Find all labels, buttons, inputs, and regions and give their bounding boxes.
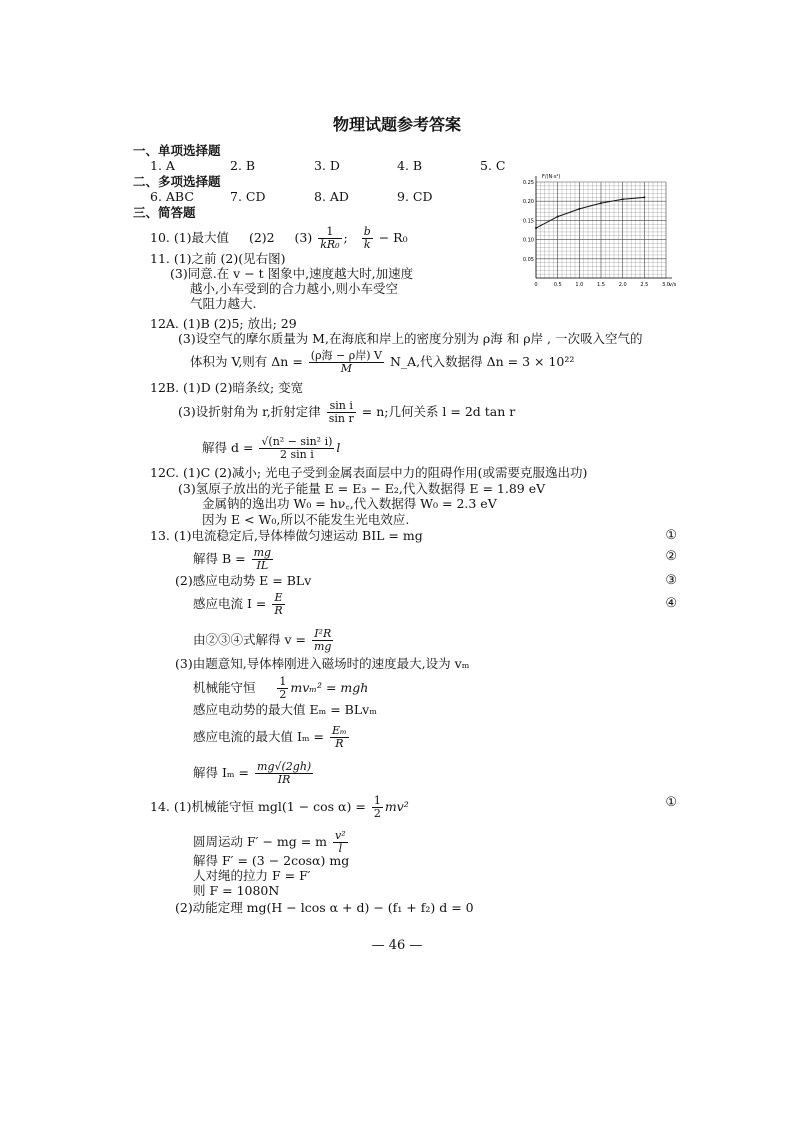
chart-y-tick-label: 0.05 (522, 256, 534, 263)
chart-data-point (535, 227, 537, 229)
q12b-text-3: 解得 d = (202, 440, 254, 455)
q14-text-2: 圆周运动 F′ − mg = m (193, 834, 328, 849)
chart-x-axis-label: v/s (669, 282, 677, 288)
q12b-line-2 (178, 400, 515, 425)
q12c-line-3: 金属钠的逸出功 W₀ = hν꜀,代入数据得 W₀ = 2.3 eV (202, 496, 497, 511)
q10-fraction-1: $\frac{1}{\text{kR₀}}$ (320, 225, 340, 251)
chart-x-tick-label: 0.5 (553, 282, 562, 288)
q13-fraction-4: $\frac{1}{2}$ (279, 675, 287, 701)
q13-fraction-6: $\frac{mg√(2gh)}{IR}$ (257, 760, 312, 786)
q13-line-6: (3)由题意知,导体棒刚进入磁场时的速度最大,设为 vₘ (175, 656, 470, 671)
chart-x-tick-label: 2.0 (618, 282, 627, 288)
q14-line-3: 解得 F′ = (3 − 2cosα) mg (193, 853, 350, 868)
page-number: — 46 — (371, 938, 423, 953)
q13-line-1: 13. (1)电流稳定后,导体棒做匀速运动 BIL = mg (150, 528, 423, 543)
q13-line-5 (193, 628, 335, 653)
q14-line-5: 则 F = 1080N (193, 883, 280, 898)
q12a-text-2: N_A,代入数据得 Δn = 3 × 10²² (389, 354, 575, 369)
q13-line-8: 感应电动势的最大值 Eₘ = BLvₘ (193, 702, 377, 717)
chart-tick-labels (523, 180, 670, 288)
q14-mark-1: ① (665, 795, 677, 810)
q13-fraction-3: $\frac{\text{I²R}}{mg}$ (313, 627, 332, 653)
q10-sep: ; (343, 230, 348, 245)
q13-fraction-5: $\frac{\text{Eₘ}}{R}$ (332, 724, 347, 750)
q13-text-7b: mvₘ² = mgh (290, 680, 369, 695)
q12b-line-1: 12B. (1)D (2)暗条纹; 变宽 (150, 380, 304, 395)
q13-text-9: 感应电流的最大值 Iₘ = (193, 729, 325, 744)
q12b-line-3 (202, 436, 340, 461)
velocity-force-chart (520, 170, 682, 300)
q14-text-1b: mv² (384, 799, 409, 814)
chart-y-tick-label: 0.10 (522, 237, 534, 244)
q12c-line-2: (3)氢原子放出的光子能量 E = E₃ − E₂,代入数据得 E = 1.89 eV (178, 481, 546, 496)
chart-data-point (557, 216, 559, 218)
q12b-fraction-1: $\frac{\text{sin i}}{\text{sin r}}$ (328, 399, 354, 425)
q12b-text-1: (3)设折射角为 r,折射定律 (178, 404, 321, 419)
q13-mark-3: ③ (665, 573, 677, 588)
page-title: 物理试题参考答案 (332, 115, 461, 134)
q11-line-4: 气阻力越大. (190, 296, 257, 311)
section-3-heading: 三、简答题 (133, 205, 196, 220)
answer-2: 2. B (230, 158, 256, 173)
q13-line-7 (193, 676, 368, 701)
q11-line-3: 越小,小车受到的合力越小,则小车受空 (190, 281, 398, 296)
q10-part1: 10. (1)最大值 (150, 230, 230, 245)
chart-x-tick-label: 2.5 (640, 282, 649, 288)
q12b-fraction-2: $\frac{\text{√(n² − sin² i)}}{\text{2 sin i}}$ (261, 435, 333, 461)
section-2-heading: 二、多项选择题 (133, 174, 221, 189)
q13-fraction-1: $\frac{mg}{IL}$ (253, 546, 272, 572)
q12c-line-1: 12C. (1)C (2)减小; 光电子受到金属表面层中力的阻碍作用(或需要克服逸出功) (150, 465, 588, 480)
answer-8: 8. AD (314, 189, 349, 204)
q12a-line-2: (3)设空气的摩尔质量为 M,在海底和岸上的密度分别为 ρ海 和 ρ岸 , 一次吸入空气的 (178, 331, 643, 346)
q13-line-9 (193, 725, 351, 750)
answer-7: 7. CD (230, 189, 266, 204)
q13-text-2: 解得 B = (193, 551, 246, 566)
q14-line-4: 人对绳的拉力 F = F′ (193, 868, 311, 883)
q11-line-1: 11. (1)之前 (2)(见右图) (150, 251, 286, 266)
q13-text-7: 机械能守恒 (193, 680, 256, 695)
q12b-text-4: l (336, 440, 341, 455)
answer-1: 1. A (150, 158, 175, 173)
q14-line-2 (193, 830, 350, 855)
chart-y-tick-label: 0.15 (522, 218, 534, 225)
chart-data-point (600, 202, 602, 204)
chart-x-tick-label: 1.5 (597, 282, 605, 288)
answer-9: 9. CD (397, 189, 433, 204)
answer-6: 6. ABC (150, 189, 194, 204)
q13-line-4 (193, 592, 287, 617)
q13-line-10 (193, 761, 315, 786)
q13-line-2 (193, 547, 275, 572)
q14-fraction-2: $\frac{\text{v²}}{l}$ (335, 829, 346, 855)
q10-part3: (3) (294, 230, 313, 245)
chart-y-tick-label: 0.25 (522, 180, 534, 186)
q12b-text-2: = n;几何关系 l = 2d tan r (361, 404, 516, 419)
q13-text-10: 解得 Iₘ = (193, 765, 250, 780)
chart-x-tick-label: 1.0 (575, 282, 584, 288)
chart-y-axis-label: F/(N·s²) (542, 174, 561, 180)
q12a-text-1: 体积为 V,则有 Δn = (190, 354, 303, 369)
q13-text-4: 感应电流 I = (193, 596, 267, 611)
q12c-line-4: 因为 E < W₀,所以不能发生光电效应. (202, 512, 410, 527)
q13-mark-2: ② (665, 549, 677, 564)
section-1-heading: 一、单项选择题 (133, 143, 221, 158)
q13-fraction-2: $\frac{E}{R}$ (274, 591, 283, 617)
q14-line-6: (2)动能定理 mg(H − lcos α + d) − (f₁ + f₂) d = 0 (175, 900, 474, 915)
chart-grid (536, 182, 666, 278)
answer-4: 4. B (397, 158, 423, 173)
answer-5: 5. C (480, 158, 506, 173)
q13-text-5: 由②③④式解得 v = (193, 632, 306, 647)
chart-data-point (643, 196, 645, 198)
q10-line (150, 226, 408, 251)
answer-3: 3. D (314, 158, 340, 173)
q10-part2: (2)2 (248, 230, 275, 245)
chart-x-tick-label: 3.0 (662, 282, 670, 288)
q14-text-1: 14. (1)机械能守恒 mgl(1 − cos α) = (150, 799, 366, 814)
chart-y-tick-label: 0.20 (522, 199, 534, 206)
q12a-fraction: $\frac{\text{(ρ海 − ρ岸) V}}{M}$ (310, 349, 382, 375)
chart-x-tick-label: 0 (534, 282, 538, 288)
chart-data-point (622, 198, 624, 200)
q13-mark-4: ④ (665, 596, 677, 611)
q11-line-2: (3)同意.在 v − t 图象中,速度越大时,加速度 (170, 266, 414, 281)
q10-fraction-2: $\frac{b}{k}$ (363, 225, 371, 251)
q14-fraction-1: $\frac{1}{2}$ (373, 794, 381, 820)
q12a-line-3 (190, 350, 574, 375)
q10-part4: − R₀ (378, 230, 408, 245)
q13-line-3: (2)感应电动势 E = BLv (175, 573, 312, 588)
q12a-line-1: 12A. (1)B (2)5; 放出; 29 (150, 316, 297, 331)
q14-line-1 (150, 795, 409, 820)
q13-mark-1: ① (665, 528, 677, 543)
chart-data-point (578, 208, 580, 210)
